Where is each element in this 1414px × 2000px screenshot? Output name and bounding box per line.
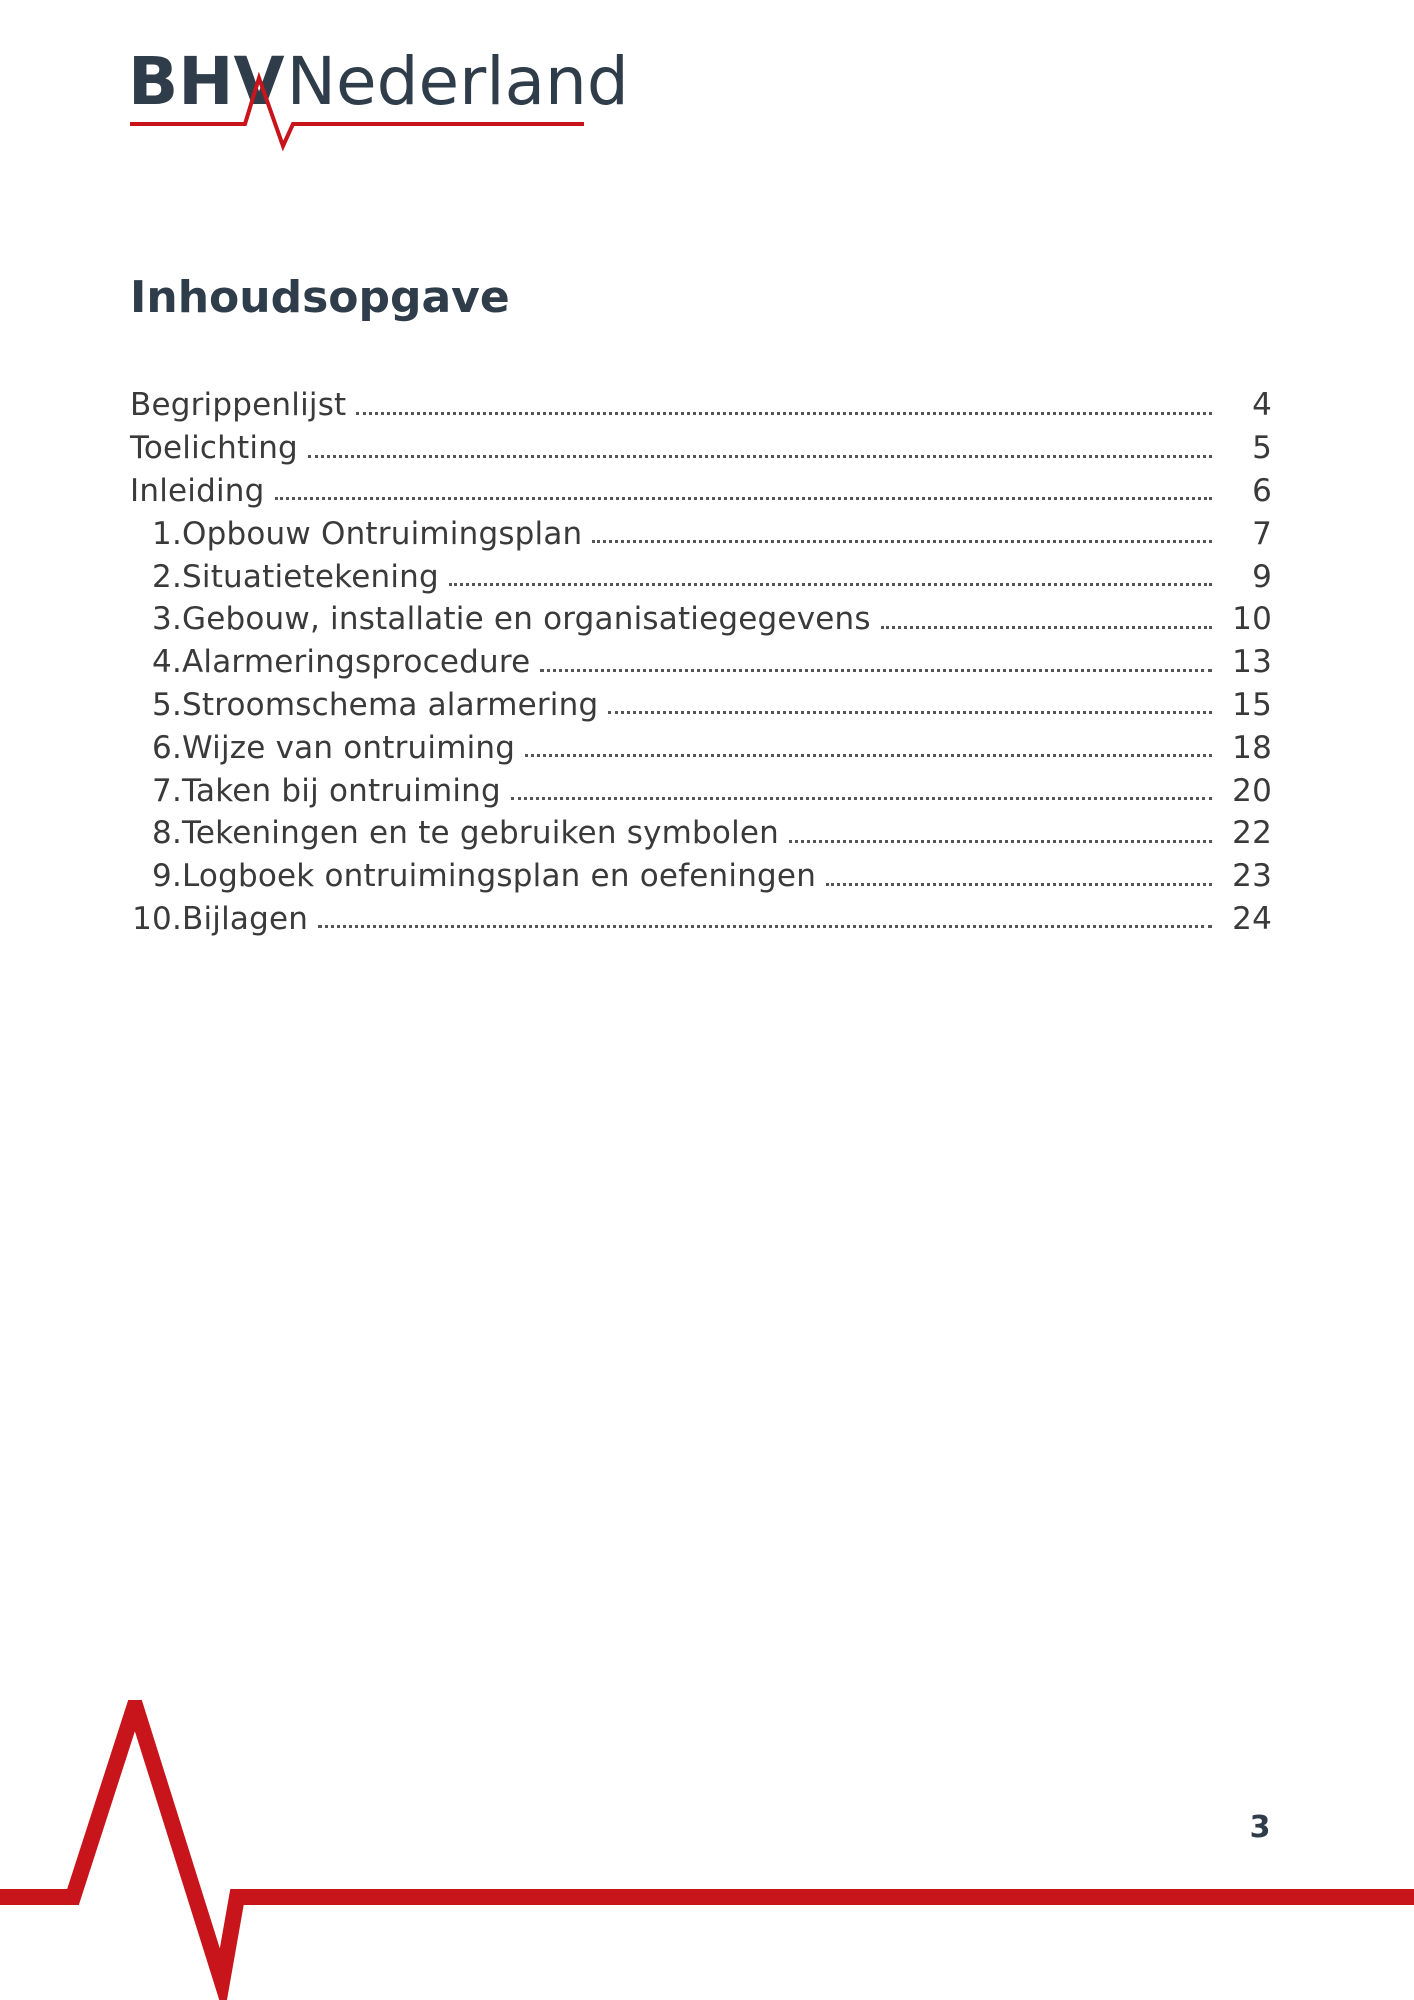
toc-dot-leader (881, 626, 1212, 629)
brand-logo (128, 38, 629, 153)
toc-entry-page: 22 (1232, 815, 1272, 852)
toc-entry[interactable] (130, 855, 1280, 898)
toc-entry-title: Alarmeringsprocedure (182, 644, 531, 681)
toc-dot-leader (318, 925, 1212, 928)
toc-entry-page: 20 (1232, 772, 1272, 809)
toc-dot-leader (449, 583, 1212, 586)
toc-entry[interactable] (130, 769, 1280, 812)
toc-entry-title: Situatietekening (182, 558, 439, 595)
toc-entry-title: Begrippenlijst (130, 387, 347, 424)
toc-dot-leader (525, 754, 1212, 757)
toc-entry[interactable] (130, 512, 1280, 555)
toc-entry-number: 4. (152, 644, 182, 681)
toc-entry-title: Wijze van ontruiming (182, 729, 516, 766)
toc-entry-title: Logboek ontruimingsplan en oefeningen (182, 858, 817, 895)
toc-entry-page: 10 (1232, 601, 1272, 638)
footer-heartbeat-line (0, 1700, 1414, 2000)
toc-entry[interactable] (130, 641, 1280, 684)
toc-entry[interactable] (130, 898, 1280, 941)
toc-entry[interactable] (130, 427, 1280, 470)
toc-entry-title: Opbouw Ontruimingsplan (182, 515, 583, 552)
toc-entry[interactable] (130, 384, 1280, 427)
toc-entry-page: 4 (1252, 387, 1272, 424)
logo-heartbeat-line (128, 38, 588, 153)
toc-entry-title: Inleiding (130, 472, 265, 509)
toc-dot-leader (608, 711, 1212, 714)
toc-entry-title: Toelichting (130, 430, 298, 467)
toc-dot-leader (356, 412, 1212, 415)
toc-entry-page: 7 (1252, 515, 1272, 552)
toc-entry-number: 5. (152, 686, 182, 723)
toc-entry-title: Gebouw, installatie en organisatiegegevens (182, 601, 871, 638)
toc-entry-title: Bijlagen (182, 900, 309, 937)
toc-entry-number: 10. (132, 900, 182, 937)
toc-entry-page: 18 (1232, 729, 1272, 766)
page-number: 3 (1249, 1810, 1271, 1845)
toc-dot-leader (308, 455, 1212, 458)
toc-entry-title: Taken bij ontruiming (182, 772, 501, 809)
toc-entry-number: 2. (152, 558, 182, 595)
toc-entry[interactable] (130, 555, 1280, 598)
toc-entry-number: 7. (152, 772, 182, 809)
toc-entry[interactable] (130, 726, 1280, 769)
logo-nederland-text: Nederland (286, 43, 629, 120)
toc-entry[interactable] (130, 684, 1280, 727)
toc-entry-page: 5 (1252, 430, 1272, 467)
toc-entry-title: Stroomschema alarmering (182, 686, 599, 723)
toc-entry-page: 24 (1232, 900, 1272, 937)
toc-dot-leader (789, 840, 1212, 843)
toc-dot-leader (275, 497, 1212, 500)
toc-entry[interactable] (130, 812, 1280, 855)
toc-entry-number: 6. (152, 729, 182, 766)
toc-entry-page: 13 (1232, 644, 1272, 681)
toc-entry-number: 1. (152, 515, 182, 552)
toc-entry-number: 3. (152, 601, 182, 638)
page-title: Inhoudsopgave (130, 272, 510, 323)
toc-entry-page: 23 (1232, 858, 1272, 895)
logo-bhv-text: BHV (128, 43, 285, 120)
toc-entry[interactable] (130, 470, 1280, 513)
toc-dot-leader (511, 797, 1212, 800)
toc-entry[interactable] (130, 598, 1280, 641)
toc-entry-number: 9. (152, 858, 182, 895)
toc-entry-number: 8. (152, 815, 182, 852)
toc-dot-leader (826, 883, 1212, 886)
toc-entry-title: Tekeningen en te gebruiken symbolen (182, 815, 779, 852)
table-of-contents (130, 384, 1280, 940)
toc-entry-page: 9 (1252, 558, 1272, 595)
toc-entry-page: 15 (1232, 686, 1272, 723)
toc-dot-leader (592, 540, 1212, 543)
toc-entry-page: 6 (1252, 472, 1272, 509)
toc-dot-leader (540, 669, 1212, 672)
